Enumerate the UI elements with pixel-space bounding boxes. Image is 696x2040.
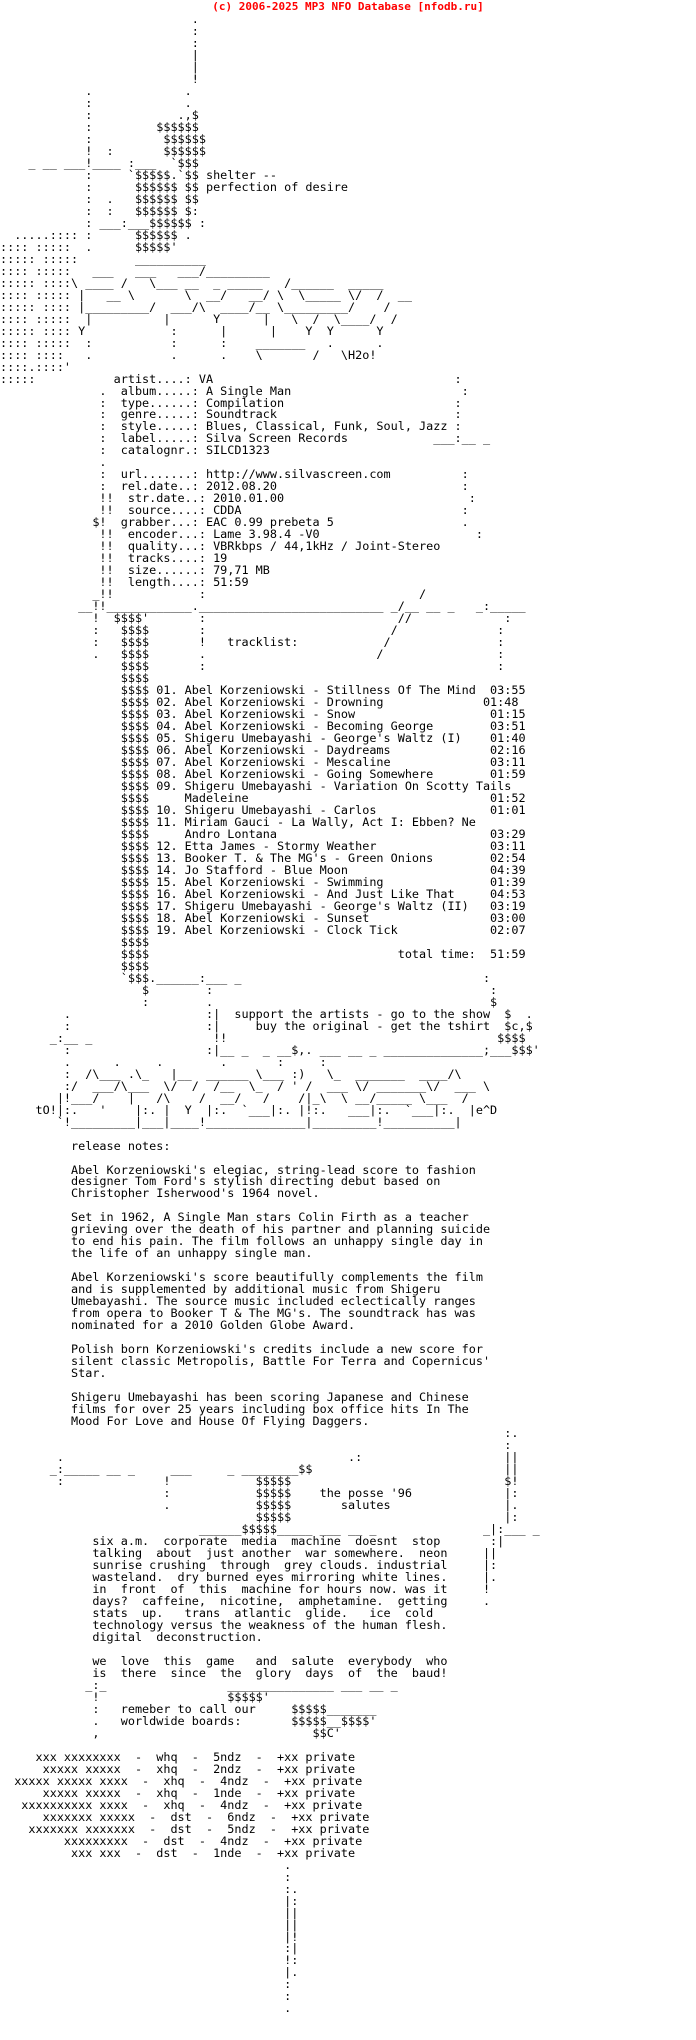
- nfo-line: $$$$ total time: 51:59: [0, 946, 526, 961]
- nfo-line: _ __ ___!____ :___ `$$$: [0, 155, 199, 170]
- nfo-line: : $$$$ ! tracklist: / :: [0, 635, 505, 650]
- nfo-line: the life of an unhappy single man.: [0, 1246, 313, 1261]
- nfo-line: ||: [0, 1905, 299, 1920]
- nfo-line: designer Tom Ford's stylish directing debut based on: [0, 1174, 441, 1189]
- nfo-line: wasteland. dry burned eyes mirroring white lines. |.: [0, 1569, 498, 1584]
- nfo-line: . worldwide boards: $$$$$__$$$$': [0, 1713, 377, 1728]
- nfo-line: $ : :: [0, 982, 498, 997]
- nfo-line: : .: [0, 95, 192, 110]
- nfo-line: :::: ::::: | | Y | \ / \____/ /: [0, 311, 398, 326]
- nfo-line: : rel.date..: 2012.08.20 :: [0, 479, 469, 494]
- nfo-line: |.: [0, 1965, 299, 1980]
- nfo-line: xxxxx xxxxx xxxx - xhq - 4ndz - +xx private: [0, 1773, 363, 1788]
- nfo-line: .: [0, 1857, 292, 1872]
- nfo-line: |:: [0, 1893, 299, 1908]
- nfo-line: $$$$ 13. Booker T. & The MG's - Green Onions 02:54: [0, 850, 526, 865]
- nfo-line: : $$$$$ the posse '96 |:: [0, 1486, 519, 1501]
- nfo-line: _:_ _______________ ___ __ _: [0, 1677, 398, 1692]
- nfo-line: ______$$$$$_____ ___ __ _ _|:___ _: [0, 1522, 540, 1537]
- nfo-line: $$$$ Andro Lontana 03:29: [0, 826, 526, 841]
- nfo-line: $! grabber...: EAC 0.99 prebeta 5 .: [0, 515, 469, 530]
- nfo-line: : . $: [0, 994, 498, 1009]
- nfo-line: :.: [0, 1426, 519, 1441]
- nfo-line: tO!|:. ' |:. | Y |:. `___|:. |!:. ___|:. `___|:. |e^D: [0, 1102, 498, 1117]
- nfo-line: |!: [0, 1929, 299, 1944]
- nfo-line: Umebayashi. The source music included eclectically ranges: [0, 1294, 476, 1309]
- nfo-line: |: [0, 59, 199, 74]
- nfo-line: xxxxx xxxxx - xhq - 1nde - +xx private: [0, 1785, 356, 1800]
- nfo-line: sunrise crushing through grey clouds. industrial |:: [0, 1557, 498, 1572]
- nfo-line: . :| support the artists - go to the show $ .: [0, 1006, 533, 1021]
- nfo-line: . . . . : :: [0, 1054, 327, 1069]
- nfo-line: xxxxxxx xxxxxxx - dst - 5ndz - +xx private: [0, 1821, 370, 1836]
- nfo-line: $$$$ 05. Shigeru Umebayashi - George's Waltz (I) 01:40: [0, 731, 526, 746]
- nfo-line: `$$$.______:___ _ :: [0, 970, 491, 985]
- nfo-line: grieving over the death of his partner and planning suicide: [0, 1222, 491, 1237]
- nfo-line: ::::: ::::: __________: [0, 251, 206, 266]
- nfo-line: xxxxxxxxx - dst - 4ndz - +xx private: [0, 1833, 363, 1848]
- nfo-line: to end his pain. The film follows an unhappy single day in: [0, 1234, 483, 1249]
- nfo-line: $$$$: [0, 934, 150, 949]
- nfo-line: ! $$$$$': [0, 1689, 270, 1704]
- nfo-line: six a.m. corporate media machine doesnt stop :|: [0, 1534, 505, 1549]
- nfo-line: !! tracks....: 19: [0, 551, 228, 566]
- site-header: (c) 2006-2025 MP3 NFO Database [nfodb.ru]: [212, 0, 484, 13]
- nfo-line: ||: [0, 1917, 299, 1932]
- nfo-line: ::::: ::::\ ____ / \___ __ _ _____ /______ _____: [0, 275, 384, 290]
- nfo-line: : $$$$ : / :: [0, 623, 505, 638]
- nfo-line: : . $$$$$$ $$: [0, 191, 199, 206]
- nfo-line: !! str.date..: 2010.01.00 :: [0, 491, 476, 506]
- nfo-line: $$$$ 19. Abel Korzeniowski - Clock Tick 02:07: [0, 922, 526, 937]
- nfo-line: . $$$$$ salutes |.: [0, 1498, 519, 1513]
- nfo-line: Christopher Isherwood's 1964 novel.: [0, 1186, 320, 1201]
- nfo-line: $$$$$ |:: [0, 1510, 519, 1525]
- nfo-line: xxx xxxxxxxx - whq - 5ndz - +xx private: [0, 1749, 356, 1764]
- nfo-line: :: [0, 35, 199, 50]
- nfo-line: :.: [0, 1881, 299, 1896]
- nfo-line: `!_________|___|____!______________|_________!__________|: [0, 1114, 462, 1129]
- nfo-line: : :| buy the original - get the tshirt $c,$: [0, 1018, 533, 1033]
- nfo-line: |: [0, 47, 199, 62]
- nfo-line: Shigeru Umebayashi has been scoring Japanese and Chinese: [0, 1390, 469, 1405]
- nfo-line: $$$$: [0, 671, 150, 686]
- nfo-line: : .,$: [0, 107, 199, 122]
- nfo-line: !! length....: 51:59: [0, 575, 249, 590]
- nfo-line: :: [0, 1989, 292, 2004]
- nfo-line: $$$$ 03. Abel Korzeniowski - Snow 01:15: [0, 707, 526, 722]
- nfo-line: Set in 1962, A Single Man stars Colin Firth as a teacher: [0, 1210, 469, 1225]
- nfo-line: Mood For Love and House Of Flying Daggers.: [0, 1414, 370, 1429]
- nfo-line: ::::: artist....: VA :: [0, 371, 462, 386]
- nfo-line: release notes:: [0, 1138, 171, 1153]
- nfo-line: _!! : /: [0, 587, 427, 602]
- nfo-line: : $$$$$$: [0, 131, 206, 146]
- nfo-line: !! encoder...: Lame 3.98.4 -V0 :: [0, 527, 483, 542]
- nfo-line: technology versus the weakness of the human flesh.: [0, 1617, 448, 1632]
- nfo-line: and is supplemented by additional music from Shigeru: [0, 1282, 441, 1297]
- nfo-line: we love this game and salute everybody who: [0, 1653, 448, 1668]
- nfo-line: :::: ::::: ___ ___ ___/_________: [0, 263, 270, 278]
- nfo-line: : label.....: Silva Screen Records ___:__ _: [0, 431, 491, 446]
- nfo-line: :: [0, 1438, 512, 1453]
- nfo-line: !! size......: 79,71 MB: [0, 563, 270, 578]
- nfo-line: : $$$$$$: [0, 119, 199, 134]
- nfo-line: $$$$ 17. Shigeru Umebayashi - George's Waltz (II) 03:19: [0, 898, 526, 913]
- nfo-line: :: [0, 1869, 292, 1884]
- nfo-line: .: [0, 455, 107, 470]
- nfo-line: . $$$$ . / :: [0, 647, 505, 662]
- nfo-line: : `$$$$$.`$$ shelter --: [0, 167, 277, 182]
- nfo-line: $$$$ 11. Miriam Gauci - La Wally, Act I: Ebben? Ne: [0, 814, 476, 829]
- nfo-line: . .: [0, 83, 192, 98]
- nfo-line: $$$$ 06. Abel Korzeniowski - Daydreams 02:16: [0, 743, 526, 758]
- nfo-line: : remeber to call our $$$$$_______: [0, 1701, 377, 1716]
- nfo-line: ::::: :::: |_________/ ___/\ ____/__ \_________/ /: [0, 299, 391, 314]
- nfo-line: !! quality...: VBRkbps / 44,1kHz / Joint-Stereo: [0, 539, 441, 554]
- nfo-line: :/ ___/\___ \/ / /__ \_ / ' / ___ \/ _______\/ ___ \: [0, 1078, 491, 1093]
- nfo-line: :::: ::::: . $$$$$': [0, 239, 178, 254]
- nfo-line: $$$$ 18. Abel Korzeniowski - Sunset 03:00: [0, 910, 526, 925]
- nfo-line: _:__ _ !! $$$$: [0, 1030, 526, 1045]
- nfo-line: $$$$ Madeleine 01:52: [0, 790, 526, 805]
- nfo-line: :: [0, 1977, 292, 1992]
- nfo-line: _:_____ __ _ ___ _ ________$$ ||: [0, 1462, 519, 1477]
- nfo-line: : catalognr.: SILCD1323: [0, 443, 270, 458]
- nfo-line: !:: [0, 1953, 299, 1968]
- nfo-line: ! $$$$' : // :: [0, 611, 512, 626]
- nfo-line: : style.....: Blues, Classical, Funk, Soul, Jazz :: [0, 419, 462, 434]
- nfo-line: : : $$$$$$ $:: [0, 203, 199, 218]
- nfo-line: __!!____________.__________________________ _/__ __ _ _:_____: [0, 599, 526, 614]
- nfo-line: : ___:___$$$$$$ :: [0, 215, 206, 230]
- nfo-line: films for over 25 years including box office hits In The: [0, 1402, 469, 1417]
- nfo-line: $$$$ 14. Jo Stafford - Blue Moon 04:39: [0, 862, 526, 877]
- nfo-line: .: [0, 2001, 292, 2016]
- nfo-line: digital deconstruction.: [0, 1629, 263, 1644]
- nfo-line: : url.......: http://www.silvascreen.com :: [0, 467, 469, 482]
- nfo-line: :: [0, 23, 199, 38]
- nfo-line: $$$$ 04. Abel Korzeniowski - Becoming George 03:51: [0, 719, 526, 734]
- nfo-line: : /\___ .\_ |__ ______ \___ :) \_ _______ ____/\: [0, 1066, 462, 1081]
- nfo-line: . album.....: A Single Man :: [0, 383, 469, 398]
- nfo-line: $$$$ 07. Abel Korzeniowski - Mescaline 03:11: [0, 755, 526, 770]
- nfo-line: xxxxx xxxxx - xhq - 2ndz - +xx private: [0, 1761, 356, 1776]
- nfo-line: Abel Korzeniowski's score beautifully complements the film: [0, 1270, 483, 1285]
- nfo-line: : ! $$$$$ $!: [0, 1474, 519, 1489]
- nfo-line: $$$$ 01. Abel Korzeniowski - Stillness Of The Mind 03:55: [0, 683, 526, 698]
- nfo-line: :::: :::: . . . \ / \H2o!: [0, 347, 377, 362]
- nfo-line: Abel Korzeniowski's elegiac, string-lead score to fashion: [0, 1162, 476, 1177]
- nfo-line: . .: ||: [0, 1450, 519, 1465]
- nfo-line: |!___/ | /\ / __/ / /|_\ \ __/_____ \___ /: [0, 1090, 469, 1105]
- nfo-line: : :|__ _ _ __$,. ___ __ _ ______________;___$$$': [0, 1042, 540, 1057]
- nfo-line: days? caffeine, nicotine, amphetamine. getting .: [0, 1593, 491, 1608]
- nfo-line: $$$$ : :: [0, 659, 505, 674]
- nfo-line: : genre.....: Soundtrack :: [0, 407, 462, 422]
- nfo-line: .....:::: : $$$$$$ .: [0, 227, 192, 242]
- nfo-line: , $$C': [0, 1725, 341, 1740]
- nfo-line: Polish born Korzeniowski's credits include a new score for: [0, 1342, 483, 1357]
- nfo-line: stats up. trans atlantic glide. ice cold: [0, 1605, 434, 1620]
- nfo-line: $$$$ 09. Shigeru Umebayashi - Variation On Scotty Tails: [0, 779, 512, 793]
- nfo-line: $$$$ 16. Abel Korzeniowski - And Just Like That 04:53: [0, 886, 526, 901]
- nfo-line: :|: [0, 1941, 299, 1956]
- nfo-line: nominated for a 2010 Golden Globe Award.: [0, 1318, 356, 1333]
- nfo-line: xxxxxxx xxxxx - dst - 6ndz - +xx private: [0, 1809, 370, 1824]
- nfo-line: $$$$ 08. Abel Korzeniowski - Going Somewhere 01:59: [0, 767, 526, 782]
- nfo-line: xxx xxx - dst - 1nde - +xx private: [0, 1845, 356, 1860]
- nfo-line: !! source....: CDDA :: [0, 503, 469, 518]
- nfo-line: :::: ::::: : : : _______ . .: [0, 335, 384, 350]
- nfo-line: in front of this machine for hours now. was it !: [0, 1581, 491, 1596]
- nfo-line: talking about just another war somewhere. neon ||: [0, 1546, 498, 1560]
- nfo-line: $$$$ 10. Shigeru Umebayashi - Carlos 01:01: [0, 802, 526, 817]
- nfo-text: [0, 13, 696, 2040]
- nfo-line: .: [0, 13, 199, 26]
- nfo-line: ! : $$$$$$: [0, 143, 206, 158]
- nfo-line: : $$$$$$ $$ perfection of desire: [0, 179, 349, 194]
- nfo-line: xxxxxxxxxx xxxx - xhq - 4ndz - +xx private: [0, 1797, 363, 1812]
- nfo-line: $$$$ 15. Abel Korzeniowski - Swimming 01:39: [0, 874, 526, 889]
- nfo-line: $$$$: [0, 958, 150, 973]
- nfo-line: from opera to Booker T & The MG's. The soundtrack has was: [0, 1306, 476, 1321]
- nfo-line: ::::.::::': [0, 359, 72, 374]
- nfo-line: Star.: [0, 1366, 107, 1381]
- nfo-line: :::: ::::: | __ \ \ __/ __/ \ \_____ \/ / __: [0, 287, 412, 302]
- nfo-line: is there since the glory days of the baud!: [0, 1665, 448, 1680]
- nfo-line: silent classic Metropolis, Battle For Terra and Copernicus': [0, 1354, 491, 1369]
- nfo-line: : type......: Compilation :: [0, 395, 462, 410]
- nfo-line: ::::: :::: Y : | | Y Y Y: [0, 323, 384, 338]
- nfo-line: !: [0, 71, 199, 86]
- nfo-line: $$$$ 12. Etta James - Stormy Weather 03:11: [0, 838, 526, 853]
- nfo-line: $$$$ 02. Abel Korzeniowski - Drowning 01:48: [0, 695, 519, 710]
